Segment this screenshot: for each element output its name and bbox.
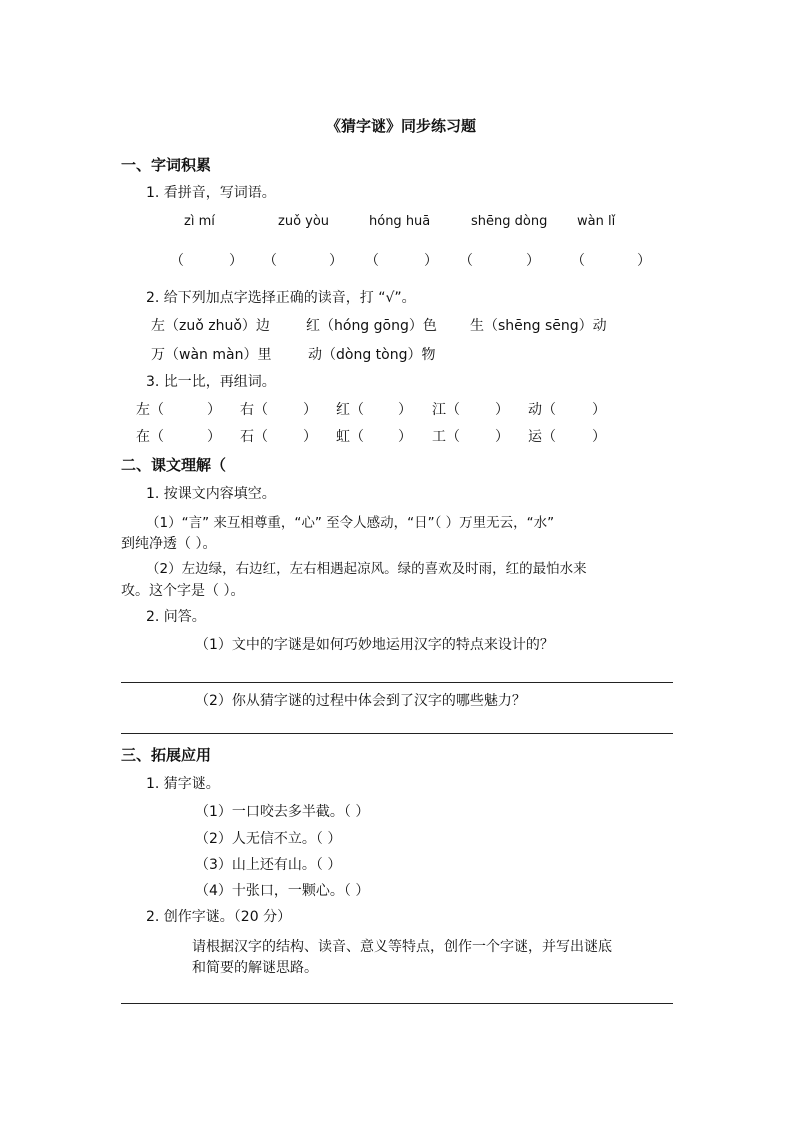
compare-close: ）	[398, 402, 412, 418]
answer-bracket-close: ）	[424, 253, 438, 269]
instruction-text: 请根据汉字的结构、读音、意义等特点，创作一个字谜，并写出谜底	[192, 939, 612, 955]
fill-blank-text: （2）左边绿，右边红，左右相遇起凉风。绿的喜欢及时雨，红的最怕水来	[146, 561, 587, 577]
question-text: （2）你从猜字谜的过程中体会到了汉字的哪些魅力？	[195, 693, 526, 709]
answer-bracket-open[interactable]: （	[170, 253, 184, 269]
compare-close: ）	[207, 429, 221, 445]
compare-char[interactable]: 虹（	[336, 429, 364, 445]
compare-close: ）	[592, 402, 606, 418]
riddle-item[interactable]: （2）人无信不立。（ ）	[195, 831, 342, 847]
reading-choice[interactable]: 生（shēng sēng）动	[470, 318, 607, 334]
reading-choice[interactable]: 红（hóng gōng）色	[306, 318, 437, 334]
section-2-heading: 二、课文理解（	[121, 456, 227, 474]
compare-close: ）	[207, 402, 221, 418]
compare-close: ）	[303, 402, 317, 418]
compare-char[interactable]: 左（	[136, 402, 164, 418]
q3-prompt: 3. 比一比，再组词。	[146, 374, 276, 390]
reading-choice[interactable]: 动（dòng tòng）物	[308, 347, 436, 363]
compare-close: ）	[592, 429, 606, 445]
section-3-heading: 三、拓展应用	[121, 746, 212, 764]
compare-char[interactable]: 石（	[240, 429, 268, 445]
fill-blank-text: 攻。这个字是（ ）。	[121, 583, 245, 599]
compare-char[interactable]: 运（	[528, 429, 556, 445]
compare-char[interactable]: 动（	[528, 402, 556, 418]
answer-bracket-close: ）	[229, 253, 243, 269]
compare-char[interactable]: 工（	[432, 429, 460, 445]
compare-char[interactable]: 右（	[240, 402, 268, 418]
answer-line[interactable]	[121, 1003, 673, 1004]
reading-choice[interactable]: 左（zuǒ zhuǒ）边	[151, 318, 270, 334]
q1-prompt: 1. 按课文内容填空。	[146, 486, 276, 502]
pinyin-1: zì mí	[184, 214, 215, 229]
answer-line[interactable]	[121, 733, 673, 734]
pinyin-5: wàn lǐ	[577, 214, 616, 229]
compare-char[interactable]: 红（	[336, 402, 364, 418]
answer-bracket-close: ）	[637, 253, 651, 269]
pinyin-4: shēng dòng	[471, 214, 548, 229]
answer-bracket-close: ）	[526, 253, 540, 269]
compare-char[interactable]: 江（	[432, 402, 460, 418]
riddle-item[interactable]: （1）一口咬去多半截。（ ）	[195, 804, 370, 820]
fill-blank-text: （1）“言” 来互相尊重，“心” 至令人感动，“日”（ ）万里无云，“水”	[146, 515, 555, 531]
section-1-heading: 一、字词积累	[121, 156, 212, 174]
riddle-item[interactable]: （4）十张口，一颗心。（ ）	[195, 883, 370, 899]
answer-bracket-open[interactable]: （	[365, 253, 379, 269]
q1-prompt: 1. 看拼音，写词语。	[146, 185, 276, 201]
pinyin-3: hóng huā	[369, 214, 431, 229]
q2-prompt: 2. 给下列加点字选择正确的读音，打 “√”。	[146, 290, 416, 306]
page-title: 《猜字谜》同步练习题	[326, 117, 477, 135]
fill-blank-text: 到纯净透（ ）。	[121, 536, 217, 552]
question-text: （1）文中的字谜是如何巧妙地运用汉字的特点来设计的？	[195, 637, 554, 653]
pinyin-2: zuǒ yòu	[278, 214, 330, 229]
riddle-item[interactable]: （3）山上还有山。（ ）	[195, 857, 342, 873]
q2-prompt: 2. 问答。	[146, 609, 206, 625]
compare-close: ）	[495, 429, 509, 445]
compare-close: ）	[495, 402, 509, 418]
compare-char[interactable]: 在（	[136, 429, 164, 445]
answer-bracket-open[interactable]: （	[571, 253, 585, 269]
q1-prompt: 1. 猜字谜。	[146, 776, 220, 792]
answer-bracket-close: ）	[329, 253, 343, 269]
answer-bracket-open[interactable]: （	[459, 253, 473, 269]
reading-choice[interactable]: 万（wàn màn）里	[151, 347, 272, 363]
compare-close: ）	[303, 429, 317, 445]
answer-line[interactable]	[121, 682, 673, 683]
answer-bracket-open[interactable]: （	[263, 253, 277, 269]
compare-close: ）	[398, 429, 412, 445]
q2-prompt: 2. 创作字谜。（20 分）	[146, 909, 292, 925]
instruction-text: 和简要的解谜思路。	[192, 960, 318, 976]
